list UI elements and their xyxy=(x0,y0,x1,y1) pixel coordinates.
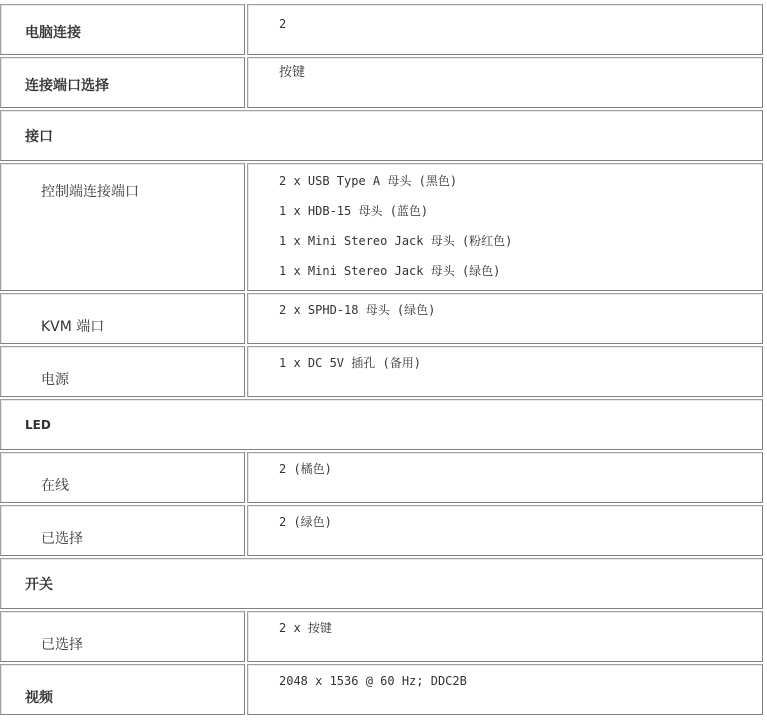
value-line: 2 xyxy=(279,17,287,31)
row-value xyxy=(247,611,763,662)
value-line: 2 (绿色) xyxy=(279,515,332,529)
table-row xyxy=(0,163,763,291)
table-row xyxy=(0,664,763,715)
row-label: 已选择 xyxy=(0,505,245,556)
row-label: KVM 端口 xyxy=(0,293,245,344)
value-line: 1 x Mini Stereo Jack 母头 (绿色) xyxy=(279,264,501,278)
value-line: 2 (橘色) xyxy=(279,462,332,476)
row-value xyxy=(247,452,763,503)
section-header: LED xyxy=(0,399,763,450)
value-line: 1 x Mini Stereo Jack 母头 (粉红色) xyxy=(279,234,513,248)
section-header: 接口 xyxy=(0,110,763,161)
table-row xyxy=(0,505,763,556)
table-row xyxy=(0,452,763,503)
table-row xyxy=(0,57,763,108)
table-row xyxy=(0,110,763,161)
row-value xyxy=(247,505,763,556)
table-row xyxy=(0,399,763,450)
table-row xyxy=(0,346,763,397)
value-line: 1 x DC 5V 插孔 (备用) xyxy=(279,356,421,370)
row-label: 控制端连接端口 xyxy=(0,163,245,291)
value-line: 1 x HDB-15 母头 (蓝色) xyxy=(279,204,429,218)
table-row xyxy=(0,611,763,662)
section-header: 开关 xyxy=(0,558,763,609)
row-label: 连接端口选择 xyxy=(0,57,245,108)
value-line: 2 x 按键 xyxy=(279,621,332,635)
row-label: 视频 xyxy=(0,664,245,715)
row-label: 电源 xyxy=(0,346,245,397)
row-value xyxy=(247,4,763,55)
value-line: 2048 x 1536 @ 60 Hz; DDC2B xyxy=(279,674,467,688)
spec-table xyxy=(0,2,765,717)
table-row xyxy=(0,293,763,344)
value-line: 2 x SPHD-18 母头 (绿色) xyxy=(279,303,436,317)
row-value xyxy=(247,346,763,397)
row-value xyxy=(247,664,763,715)
table-row xyxy=(0,4,763,55)
value-line: 2 x USB Type A 母头 (黑色) xyxy=(279,174,458,188)
table-row xyxy=(0,558,763,609)
value-line: 按键 xyxy=(279,65,306,80)
row-value xyxy=(247,163,763,291)
row-label: 电脑连接 xyxy=(0,4,245,55)
row-label: 已选择 xyxy=(0,611,245,662)
row-label: 在线 xyxy=(0,452,245,503)
row-value xyxy=(247,293,763,344)
row-value xyxy=(247,57,763,108)
